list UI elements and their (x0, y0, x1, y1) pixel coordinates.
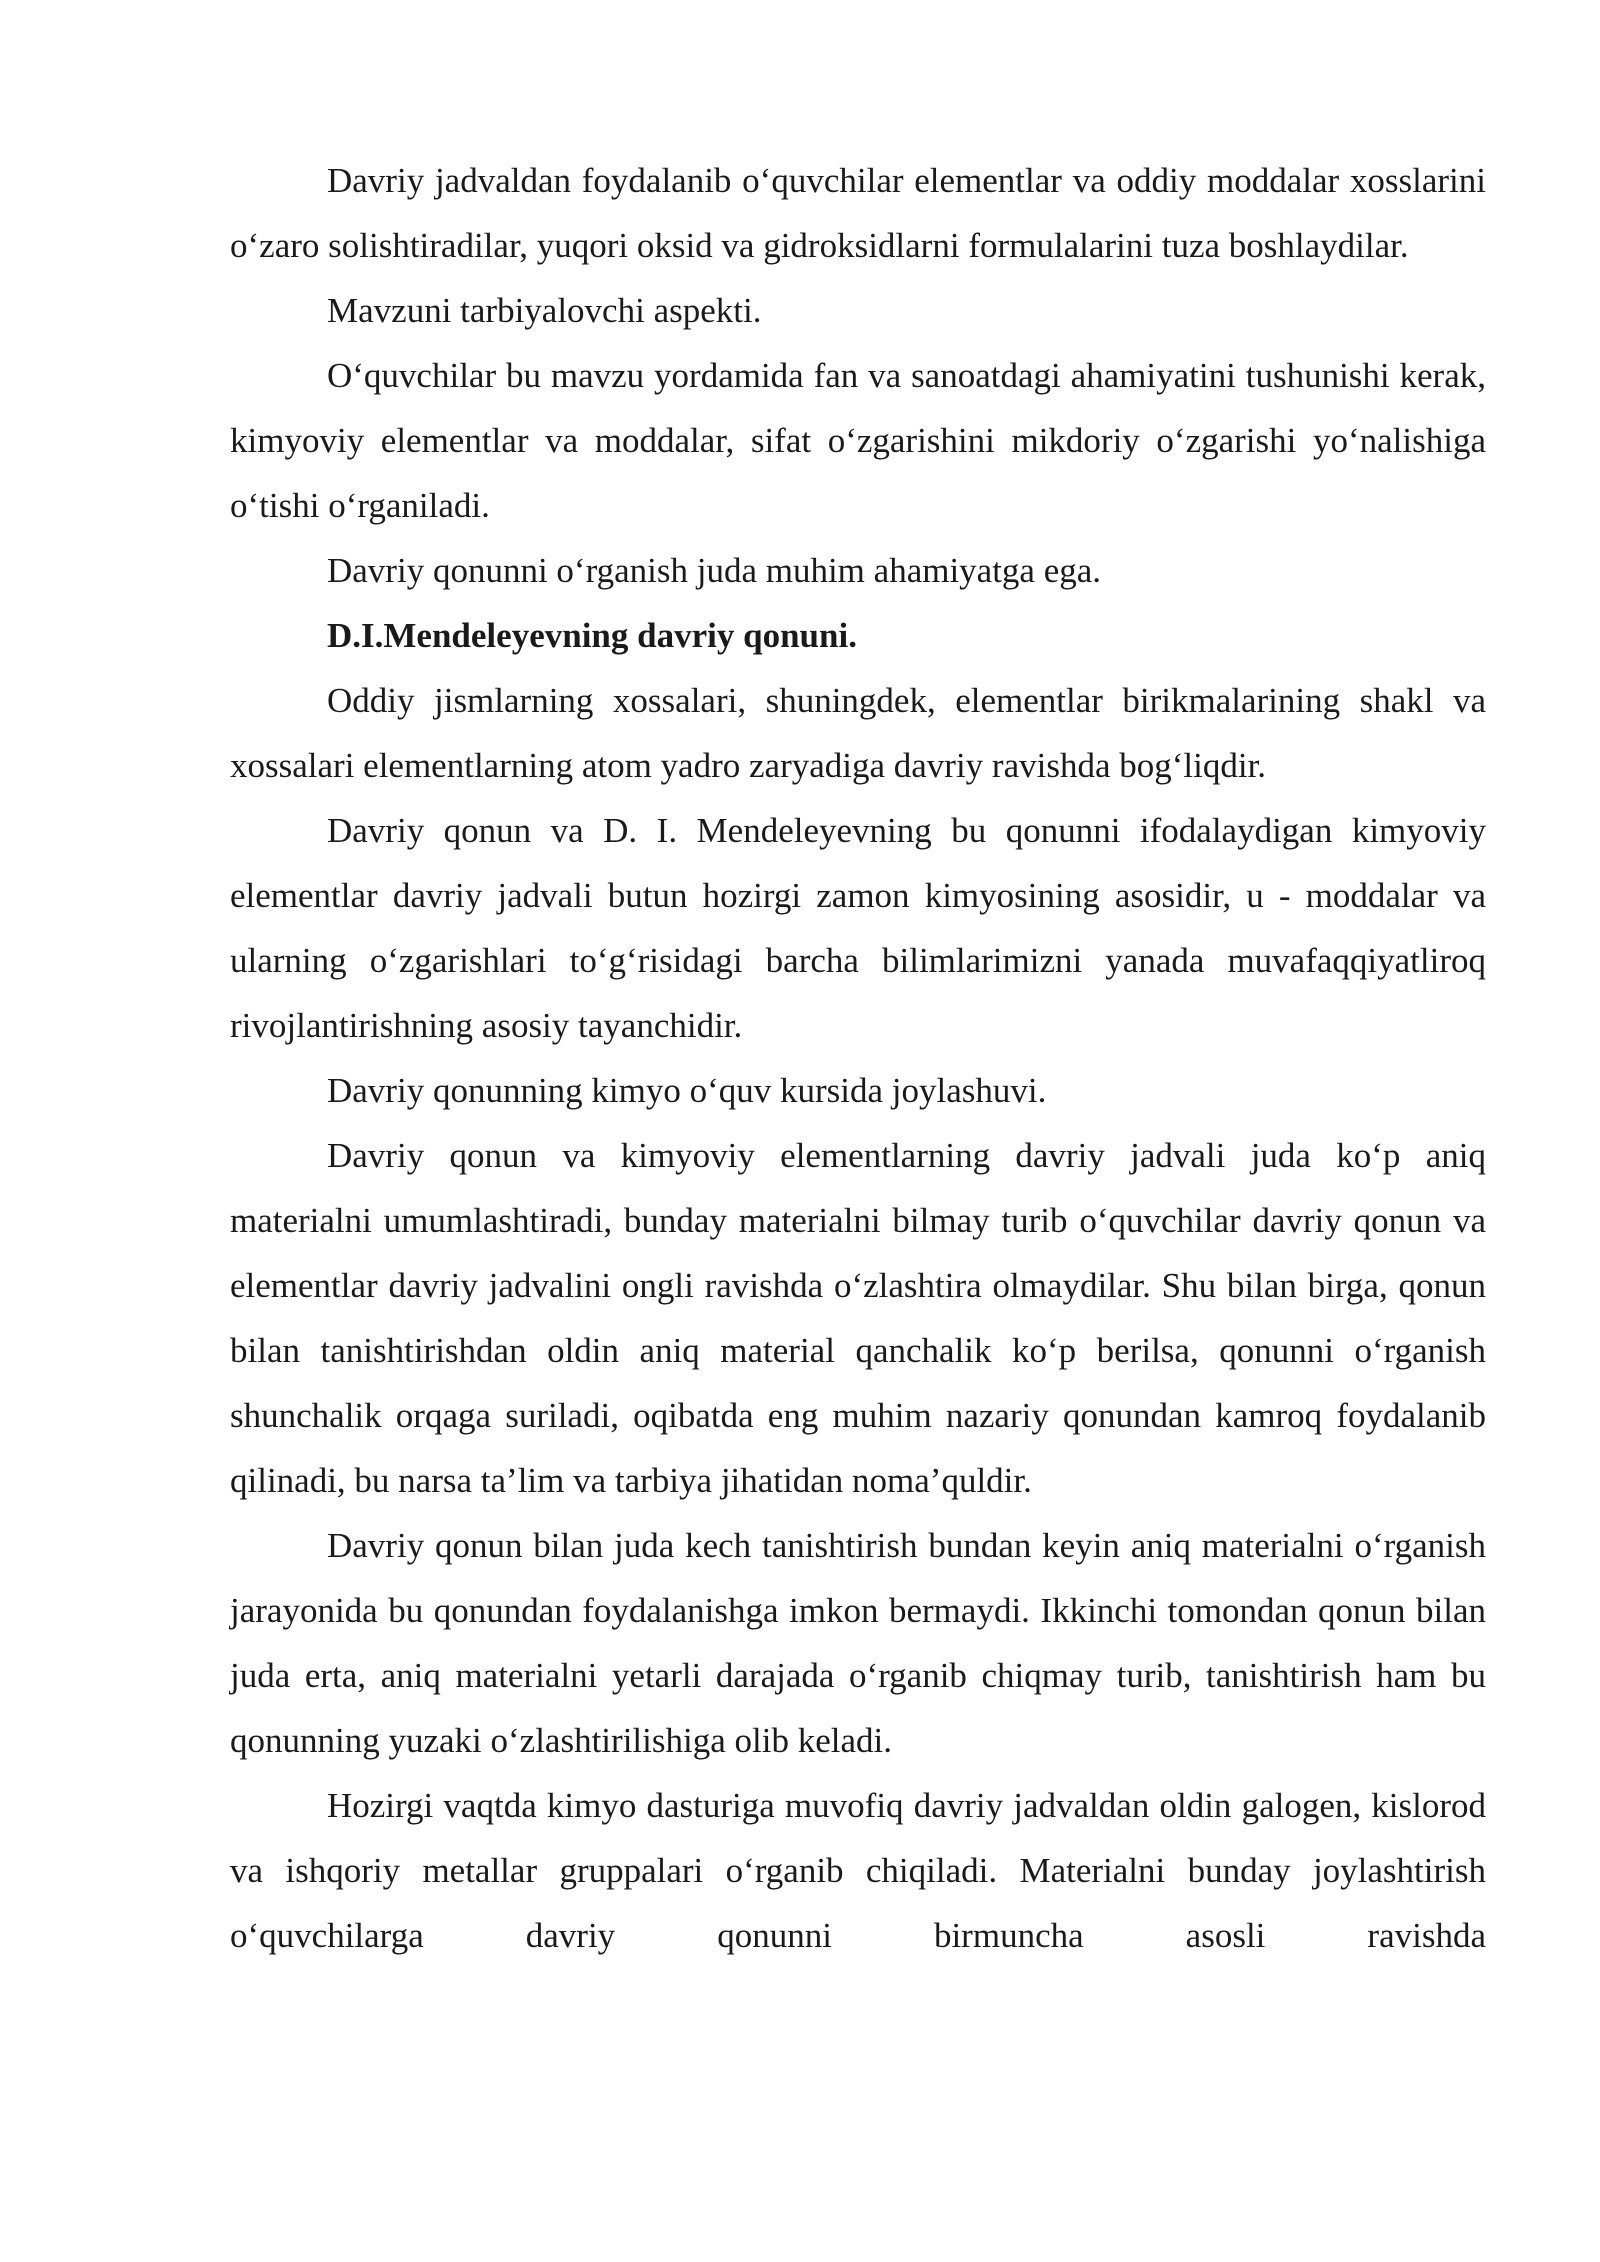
paragraph-aspect-heading: Mavzuni tarbiyalovchi aspekti. (327, 291, 762, 330)
paragraph-importance: Davriy qonunni o‘rganish juda muhim ahamiyatga ega. (327, 551, 1102, 590)
paragraph-law-definition: Oddiy jismlarning xossalari, shuningdek, elementlar birikmalarining shakl va xossalari elementlarning atom yadro zaryadiga davriy ravishda bog‘liqdir. (230, 681, 1486, 785)
paragraph-law-basis: Davriy qonun va D. I. Mendeleyevning bu qonunni ifodalaydigan kimyoviy elementlar davriy jadvali butun hozirgi zamon kimyosining asosidir, u - moddalar va ularning o‘zgarishlari to‘g‘risidagi barcha bilimlarimizni yanada muvafaqqiyatliroq rivojlantirishning asosiy tayanchidir. (230, 811, 1486, 1045)
paragraph-course-placement: Davriy qonunning kimyo o‘quv kursida joylashuvi. (327, 1071, 1047, 1110)
document-page (230, 148, 1486, 1968)
paragraph-generalization: Davriy qonun va kimyoviy elementlarning davriy jadvali juda ko‘p aniq materialni umumlashtiradi, bunday materialni bilmay turib o‘quvchilar davriy qonun va elementlar davriy jadvalini ongli ravishda o‘zlashtira olmaydilar. Shu bilan birga, qonun bilan tanishtirishdan oldin aniq material qanchalik ko‘p berilsa, qonunni o‘rganish shunchalik orqaga suriladi, oqibatda eng muhim nazariy qonundan kamroq foydalanib qilinadi, bu narsa ta’lim va tarbiya jihatidan noma’quldir. (230, 1136, 1486, 1500)
paragraph-curriculum: Hozirgi vaqtda kimyo dasturiga muvofiq davriy jadvaldan oldin galogen, kislorod va ishqoriy metallar gruppalari o‘rganib chiqiladi. Materialni bunday joylashtirish o‘quvchilarga davriy qonunni birmuncha asosli ravishda (230, 1786, 1486, 1955)
section-heading-periodic-law: D.I.Mendeleyevning davriy qonuni. (327, 616, 857, 655)
paragraph-intro: Davriy jadvaldan foydalanib o‘quvchilar elementlar va oddiy moddalar xosslarini o‘zaro solishtiradilar, yuqori oksid va gidroksidlarni formulalarini tuza boshlaydilar. (230, 161, 1486, 265)
paragraph-late-introduction: Davriy qonun bilan juda kech tanishtirish bundan keyin aniq materialni o‘rganish jarayonida bu qonundan foydalanishga imkon bermaydi. Ikkinchi tomondan qonun bilan juda erta, aniq materialni yetarli darajada o‘rganib chiqmay turib, tanishtirish ham bu qonunning yuzaki o‘zlashtirilishiga olib keladi. (230, 1526, 1486, 1760)
paragraph-students: O‘quvchilar bu mavzu yordamida fan va sanoatdagi ahamiyatini tushunishi kerak, kimyoviy elementlar va moddalar, sifat o‘zgarishini mikdoriy o‘zgarishi yo‘nalishiga o‘tishi o‘rganiladi. (230, 356, 1486, 525)
